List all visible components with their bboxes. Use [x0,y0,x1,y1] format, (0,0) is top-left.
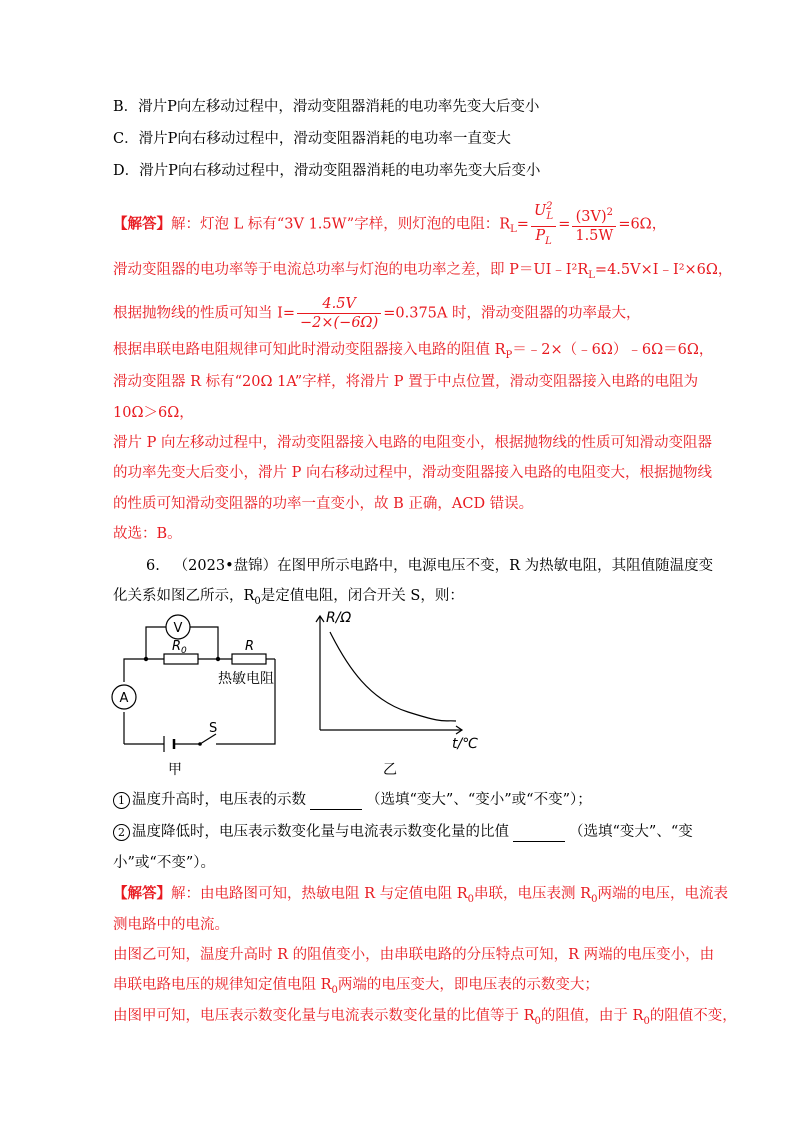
answer1-line7: 滑片 P 向左移动过程中，滑动变阻器接入电路的电阻变小，根据抛物线的性质可知滑动变阻器 [113,435,712,451]
frac1-denominator: $P_L$ [535,227,552,247]
answer1-line1: 【解答】解：灯泡 L 标有“3V 1.5W”字样，则灯泡的电阻：$R_L=$ $\frac{U^2_L}{P_L}$ = $\frac{(3V)^2}{1.5W}$ =6Ω， [113,198,666,251]
y-axis-label: R/Ω [326,610,352,626]
fraction-3v-15w [572,204,616,245]
answer1-line6: 10Ω＞6Ω， [113,405,194,421]
x-axis-label: t/℃ [452,736,478,752]
frac2-denominator: 1.5W [575,227,614,244]
junction-dot-right [216,657,220,661]
fraction-ul2-pl [531,198,556,251]
option-d: D．滑片P向右移动过程中，滑动变阻器消耗的电功率先变大后变小 [113,163,541,179]
answer1-line9: 的性质可知滑动变阻器的功率一直变小，故 B 正确，ACD 错误。 [113,496,534,512]
answer1-line2: 滑动变阻器的电功率等于电流总功率与灯泡的电功率之差，即 $P=UI﹣I^2R_L=4.5V\times I﹣I^2\times 6\Omega$， [113,262,733,281]
answer2-tag: 【解答】 [113,885,171,902]
answer2-line5: 由图甲可知，电压表示数变化量与电流表示数变化量的比值等于 $R_0$的阻值，由于 $R_0$的阻值不变， [113,1008,737,1027]
thermistor-label: 热敏电阻 [218,671,274,687]
r0-label: $R_0$ [172,639,187,656]
option-b: B．滑片P向左移动过程中，滑动变阻器消耗的电功率先变大后变小 [113,99,540,115]
circle-two-marker: 2 [113,824,130,841]
answer1-line4: 根据串联电路电阻规律可知此时滑动变阻器接入电路的阻值 $R_P=﹣2\times(﹣6\Omega)﹣6\Omega=6\Omega$， [113,342,714,361]
resistance-temperature-graph [316,616,462,734]
circuit-and-graph-figure [108,608,728,780]
answer1-line8: 的功率先变大后变小，滑片 P 向右移动过程中，滑动变阻器接入电路的电阻变大，根据抛物线 [113,465,712,481]
voltmeter-label: V [173,621,183,636]
fraction-current [297,295,381,332]
answer1-intro: 解：灯泡 L 标有“3V 1.5W”字样，则灯泡的电阻：R [171,216,511,233]
answer1-result: =6Ω， [618,216,667,233]
frac1-numerator: $U^2_L$ [531,198,556,227]
frac2-numerator: $(3V)^2$ [572,204,616,227]
answer1-line10: 故选：B。 [113,526,182,542]
answer1-intro-sub: L [510,224,517,236]
answer-blank-2 [513,827,565,842]
switch-label: S [209,721,218,736]
option-c: C．滑片P向右移动过程中，滑动变阻器消耗的电功率一直变大 [113,131,511,147]
question-number: 6. [146,558,160,574]
junction-dot-left [144,657,148,661]
resistance-curve [330,632,456,721]
answer2-line3: 由图乙可知，温度升高时 R 的阻值变小，由串联电路的分压特点可知，R 两端的电压变小，由 [113,947,715,963]
caption-jia: 甲 [168,762,182,778]
question6-line1: 6. （2023•盘锦）在图甲所示电路中，电源电压不变，R 为热敏电阻，其阻值随温度变 [146,558,714,574]
answer1-line5: 滑动变阻器 R 标有“20Ω 1A”字样，将滑片 P 置于中点位置，滑动变阻器接入电路的电阻为 [113,374,699,390]
r-label: R [245,639,255,654]
caption-yi: 乙 [383,762,397,778]
answer1-line3: 根据抛物线的性质可知当 I= $\frac{4.5V}{-2\times(-6\Omega)}$ =0.375A 时，滑动变阻器的功率最大， [113,296,641,331]
frac3-numerator: 4.5V [297,295,381,314]
thermistor-r-icon [232,654,266,664]
subquestion-2: 2 温度降低时，电压表示数变化量与电流表示数变化量的比值 （选填“变大”、“变 [113,822,693,842]
switch-pivot [198,742,202,746]
answer2-line4: 串联电路电压的规律知定值电阻 $R_0$两端的电压变大，即电压表的示数变大； [113,977,599,996]
ammeter-label: A [119,691,129,706]
subquestion-2-continued: 小”或“不变”）。 [113,855,215,871]
answer2-line2: 测电路中的电流。 [113,917,229,933]
answer2-line1: 【解答】解：由电路图可知，热敏电阻 R 与定值电阻 $R_0$串联，电压表测 $R_0$两端的电压，电流表 [113,885,728,905]
question6-line2: 化关系如图乙所示，$R_0$是定值电阻，闭合开关 S，则： [113,588,464,607]
answer-blank-1 [310,795,362,810]
subquestion-1: 1 温度升高时，电压表的示数 （选填“变大”、“变小”或“不变”）； [113,790,592,810]
frac3-denominator: −2×(−6Ω) [300,315,379,331]
circle-one-marker: 1 [113,792,130,809]
answer-tag: 【解答】 [113,215,171,233]
